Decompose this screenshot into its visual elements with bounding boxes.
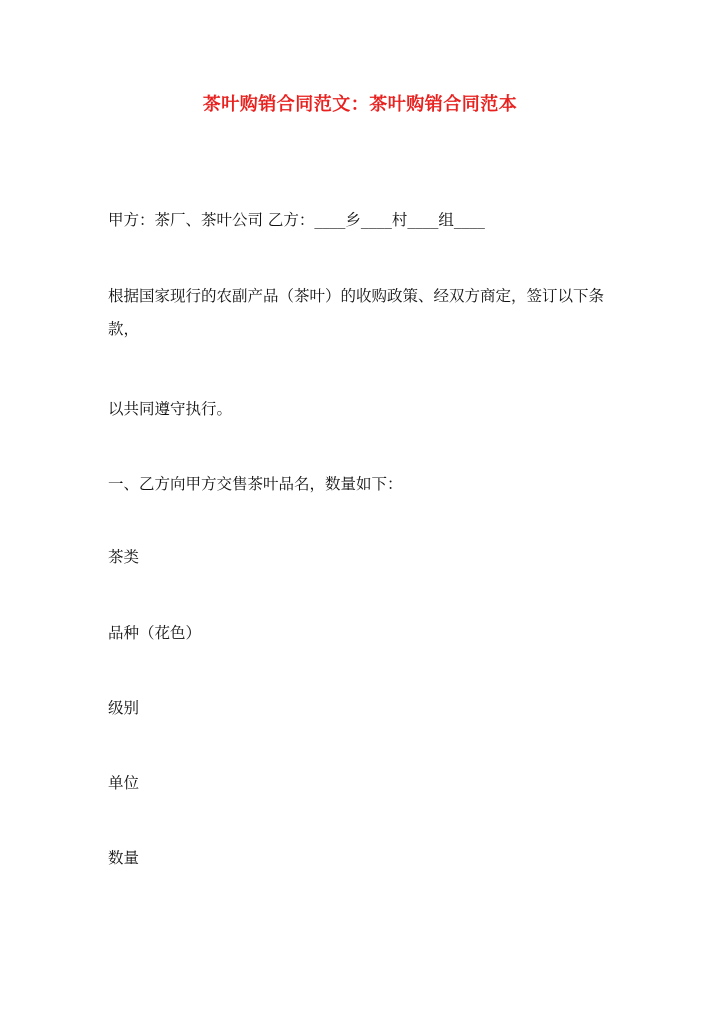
document-title: 茶叶购销合同范文：茶叶购销合同范本	[202, 94, 518, 115]
field-label-variety: 品种（花色）	[108, 624, 202, 642]
field-label-grade: 级别	[108, 699, 140, 717]
field-label-unit: 单位	[108, 774, 140, 792]
field-label-tea-type: 茶类	[108, 548, 140, 566]
parties-line: 甲方：茶厂、茶叶公司 乙方：____乡____村____组____	[108, 211, 485, 229]
preamble-paragraph: 根据国家现行的农副产品（茶叶）的收购政策、经双方商定，签订以下条款，	[108, 287, 605, 338]
field-label-quantity: 数量	[108, 849, 140, 867]
preamble-continuation: 以共同遵守执行。	[108, 400, 233, 418]
clause-1-heading: 一、乙方向甲方交售茶叶品名，数量如下：	[108, 475, 403, 493]
